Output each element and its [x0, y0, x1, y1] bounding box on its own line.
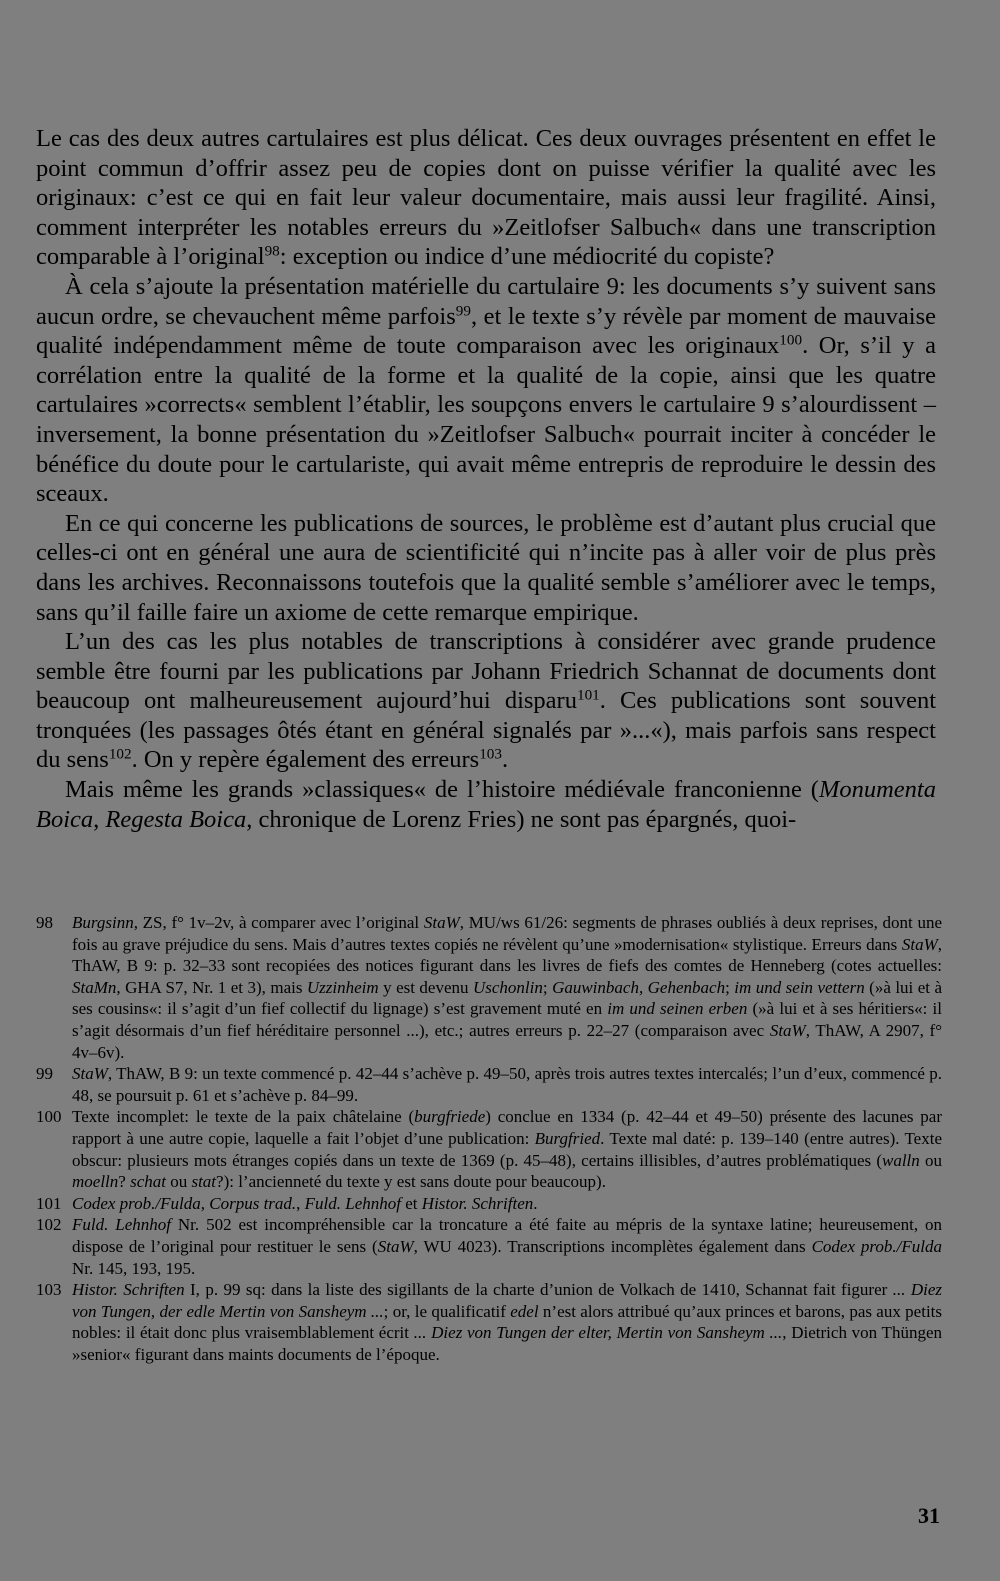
footnote-reference: 101 [576, 686, 600, 704]
footnote-reference: 103 [479, 746, 502, 764]
italic-text: ... Diez von Tungen der elter, Mertin von Sansheym ... [413, 1323, 783, 1343]
italic-text: ... Diez von Tungen, der edle Mertin von Sansheym ... [72, 1280, 942, 1321]
italic-text: moelln [72, 1172, 119, 1192]
text-run: : exception ou indice d’une médiocrité du copiste? [279, 243, 775, 271]
text-run: Nr. 502 est incompréhensible car la troncature a été faite au mépris de la syntaxe latine; heureusement, on dispose de l’original pour restituer le sens ( [72, 1215, 942, 1256]
main-text [36, 124, 936, 834]
text-run: Mais même les grands »classiques« de l’histoire médiévale franconienne ( [65, 776, 819, 804]
footnote [36, 1193, 942, 1215]
footnote-text [72, 1106, 942, 1192]
italic-text: burgfriede [414, 1107, 486, 1127]
text-run: y est devenu [378, 977, 473, 997]
italic-text: Uzzinheim [306, 977, 379, 997]
italic-text: im und seinen erben [607, 999, 748, 1019]
footnote [36, 912, 942, 1063]
text-run: , [93, 805, 106, 833]
text-run: . Texte mal daté: p. 139–140 (entre autres). Texte obscur: plusieurs mots étranges copiés dans un texte de 1369 (p. 45–48), certains illisibles, d’autres problématiques ( [72, 1128, 942, 1170]
italic-text: Corpus trad. [209, 1193, 297, 1213]
italic-text: StaW [769, 1020, 806, 1040]
text-run: ? [118, 1172, 131, 1192]
text-run: , chronique de Lorenz Fries) ne sont pas épargnés, quoi- [246, 805, 797, 833]
footnote-number: 101 [36, 1193, 62, 1213]
italic-text: schat [130, 1172, 166, 1192]
text-run: , ThAW, A 2907, f° 4v–6v). [72, 1020, 942, 1062]
italic-text: StaW [72, 1064, 108, 1084]
footnote-number: 102 [36, 1215, 62, 1235]
footnote-text [72, 1214, 942, 1279]
footnote-text [72, 912, 942, 1063]
paragraph [36, 124, 936, 272]
footnote-text [72, 1063, 942, 1106]
footnote-reference: 98 [264, 243, 280, 261]
footnote [36, 1279, 942, 1365]
text-run: . Ces publications sont souvent tronquées (les passages ôtés étant en général signalés par »...«), mais parfois sans respect du sens [36, 687, 936, 774]
text-run: , WU 4023). Transcriptions incomplètes également dans [413, 1236, 812, 1256]
footnote-number: 103 [36, 1280, 62, 1300]
italic-text: StaW [901, 934, 938, 954]
text-run: , Dietrich von Thüngen »senior« figurant dans maints documents de l’époque. [72, 1323, 942, 1364]
italic-text: edel [510, 1301, 539, 1321]
text-run: et [401, 1193, 422, 1213]
italic-text: Fuld. Lehnhof [72, 1215, 171, 1235]
text-run: , ThAW, B 9: un texte commencé p. 42–44 s’achève p. 49–50, après trois autres textes intercalés; l’un d’eux, commencé p. 48, se poursuit p. 61 et s’achève p. 84–99. [72, 1064, 942, 1105]
footnote-reference: 102 [108, 746, 132, 764]
italic-text: StaW [377, 1236, 414, 1256]
italic-text: Codex prob./Fulda [72, 1193, 201, 1213]
text-run: ) conclue en 1334 (p. 42–44 et 49–50) présente des lacunes par rapport à une autre copie, laquelle a fait l’objet d’une publication: [72, 1107, 942, 1148]
footnote-text [72, 1279, 942, 1365]
footnote-reference: 99 [455, 302, 471, 320]
italic-text: Regesta Boica [105, 805, 247, 833]
footnote-text [72, 1193, 942, 1215]
footnote-number: 100 [36, 1107, 62, 1127]
text-run: , et le texte s’y révèle par moment de mauvaise qualité indépendamment même de toute comparaison avec les originaux [36, 302, 936, 360]
text-run: (»à lui et à ses héritiers«: il s’agit désormais d’un fief héréditaire personnel ...), etc.; autres erreurs p. 22–27 (comparaison avec [72, 999, 943, 1040]
footnote-reference: 100 [779, 331, 803, 349]
italic-text: Monumenta Boica [36, 776, 936, 833]
text-run: ; or, le qualificatif [383, 1301, 511, 1321]
text-run: , ThAW, B 9: p. 32–33 sont recopiées des notices figurant dans les livres de fiefs des comtes de Henneberg (cotes actuelles: [72, 934, 942, 976]
italic-text: Histor. Schriften [421, 1193, 534, 1213]
italic-text: StaW [423, 913, 460, 932]
text-run: Nr. 145, 193, 195. [72, 1258, 196, 1278]
text-run: I, p. 99 sq: dans la liste des sigillants de la charte d’union de Volkach de 1410, Schannat fait figurer [184, 1280, 893, 1300]
italic-text: walln [881, 1150, 920, 1170]
paragraph [36, 775, 936, 834]
text-run: En ce qui concerne les publications de sources, le problème est d’autant plus crucial que celles-ci ont en général une aura de scientificité qui n’incite pas à aller voir de plus près dans les archives. Reconnaissons toutefois que la qualité semble s’améliorer avec le temps, sans qu’il faille faire un axiome de cette remarque empirique. [36, 509, 936, 626]
text-run: . [533, 1193, 538, 1213]
text-run: L’un des cas les plus notables de transcriptions à considérer avec grande prudence semble être fourni par les publications par Johann Friedrich Schannat de documents dont beaucoup ont malheureusement aujourd’hui disparu [36, 628, 936, 715]
italic-text: Codex prob./Fulda [811, 1236, 942, 1256]
italic-text: Fuld. Lehnhof [304, 1193, 402, 1213]
text-run: . On y repère également des erreurs [131, 746, 480, 774]
italic-text: Histor. Schriften [72, 1280, 185, 1300]
italic-text: Burgsinn [72, 913, 134, 932]
italic-text: Uschonlin [472, 977, 543, 997]
footnote-number: 98 [36, 913, 53, 932]
text-run: ; [542, 977, 553, 997]
text-run: , MU/ws 61/26: segments de phrases oubliés à deux reprises, dont une fois au grave préjudice du sens. Mais d’autres textes copiés ne révèlent qu’une »modernisation« stylistique. Erreurs dans [72, 913, 942, 954]
footnote-number: 99 [36, 1064, 53, 1084]
text-run: , ZS, f° 1v–2v, à comparer avec l’original [133, 913, 424, 932]
text-run: ou [165, 1172, 192, 1192]
italic-text: Burgfried [534, 1128, 601, 1148]
footnotes [36, 912, 942, 1365]
text-run: ou [919, 1150, 942, 1170]
italic-text: StaMn [72, 977, 117, 997]
text-run: ?): l’ancienneté du texte y est sans doute pour beaucoup). [216, 1172, 606, 1192]
text-run: (»à lui et à ses cousins«: il s’agit d’un fief collectif du lignage) s’est gravement muté en [72, 977, 942, 1019]
text-run: À cela s’ajoute la présentation matérielle du cartulaire 9: les documents s’y suivent sans aucun ordre, se chevauchent même parfois [36, 272, 936, 330]
page-number: 31 [918, 1503, 940, 1528]
text-run: ; [725, 977, 735, 997]
paragraph [36, 509, 936, 627]
text-run: , [296, 1193, 305, 1213]
italic-text: Gauwinbach, Gehenbach [552, 977, 726, 997]
italic-text: stat [191, 1172, 217, 1192]
text-run: Le cas des deux autres cartulaires est plus délicat. Ces deux ouvrages présentent en effet le point commun d’offrir assez peu de copies dont on puisse vérifier la qualité avec les originaux: c’est ce qui en fait leur valeur documentaire, mais aussi leur fragilité. Ainsi, comment interpréter les notables erreurs du »Zeitlofser Salbuch« dans une transcription comparable à l’original [36, 125, 936, 271]
text-run: , GHA S7, Nr. 1 et 3), mais [116, 977, 307, 997]
text-run: n’est alors attribué qu’aux princes et barons, pas aux petits nobles: il était donc plus vraisemblablement écrit [72, 1301, 943, 1343]
text-run: , [200, 1193, 210, 1213]
text-run: . [501, 746, 509, 774]
footnote [36, 1106, 942, 1192]
footnote [36, 1214, 942, 1279]
footnote [36, 1063, 942, 1106]
text-run: Texte incomplet: le texte de la paix châtelaine ( [72, 1107, 415, 1127]
italic-text: im und sein vettern [734, 977, 865, 997]
text-run: . Or, s’il y a corrélation entre la qualité de la forme et la qualité de la copie, ainsi que les quatre cartulaires »corrects« semblent l’établir, les soupçons envers le cartulaire 9 s’alourdissent – inversement, la bonne présentation du »Zeitlofser Salbuch« pourrait inciter à concéder le bénéfice du doute pour le cartulariste, qui avait même entrepris de reproduire le dessin des sceaux. [36, 332, 936, 508]
paragraph [36, 272, 936, 509]
paragraph [36, 627, 936, 775]
